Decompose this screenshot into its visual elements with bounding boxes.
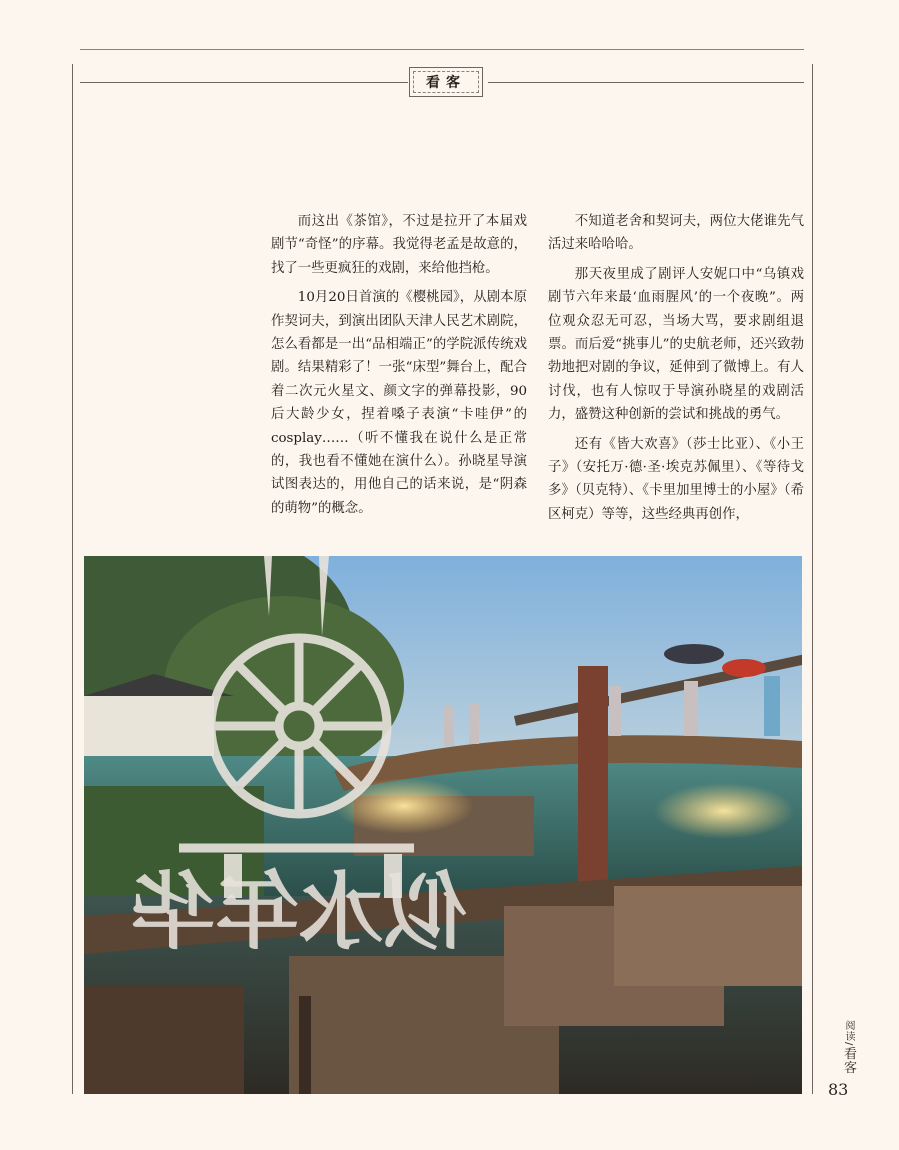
section-badge (409, 67, 483, 97)
footer-magazine-section: 阅读/看客 (841, 1020, 856, 1075)
paragraph: 而这出《茶馆》，不过是拉开了本届戏剧节“奇怪”的序幕。我觉得老孟是故意的，找了一些更疯狂的戏剧，来给他挡枪。 (271, 214, 527, 276)
top-rule (80, 49, 804, 50)
frame-left-rule (72, 64, 73, 1094)
footer-magazine-name: 阅读 (843, 1020, 854, 1042)
header-rule-left (80, 82, 408, 83)
header-rule-right (488, 82, 804, 83)
footer-section-name: 看客 (841, 1046, 856, 1075)
frame-right-rule (812, 64, 813, 1094)
article-photo (84, 556, 802, 1094)
paragraph: 不知道老舍和契诃夫，两位大佬谁先气活过来哈哈哈。 (548, 214, 804, 253)
article-column-2 (548, 210, 804, 532)
page-number: 83 (828, 1080, 849, 1099)
paragraph: 还有《皆大欢喜》（莎士比亚）、《小王子》（安托万·德·圣·埃克苏佩里）、《等待戈多》（贝克特）、《卡里加里博士的小屋》（希区柯克）等等，这些经典再创作， (548, 436, 804, 522)
article-column-1 (271, 210, 527, 526)
section-label: 看客 (426, 75, 466, 91)
paragraph: 10月20日首演的《樱桃园》，从剧本原作契诃夫，到演出团队天津人民艺术剧院，怎么看都是一出“品相端正”的学院派传统戏剧。结果精彩了！一张“床型”舞台上，配合着二次元火星文、颜文字的弹幕投影，90后大龄少女，捏着嗓子表演“卡哇伊”的cosplay……（听不懂我在说什么是正常的，我也看不懂她在演什么）。孙晓星导演试图表达的，用他自己的话来说，是“阴森的萌物”的概念。 (271, 290, 527, 516)
paragraph: 那天夜里成了剧评人安妮口中“乌镇戏剧节六年来最‘血雨腥风’的一个夜晚”。两位观众忍无可忍，当场大骂，要求剧组退票。而后爱“挑事儿”的史航老师，还兴致勃勃地把对剧的争议，延伸到了微博上。有人讨伐，也有人惊叹于导演孙晓星的戏剧活力，盛赞这种创新的尝试和挑战的勇气。 (548, 266, 804, 423)
photo-decal-text: 似水年华 (130, 863, 468, 961)
photo-illustration (84, 556, 802, 1094)
